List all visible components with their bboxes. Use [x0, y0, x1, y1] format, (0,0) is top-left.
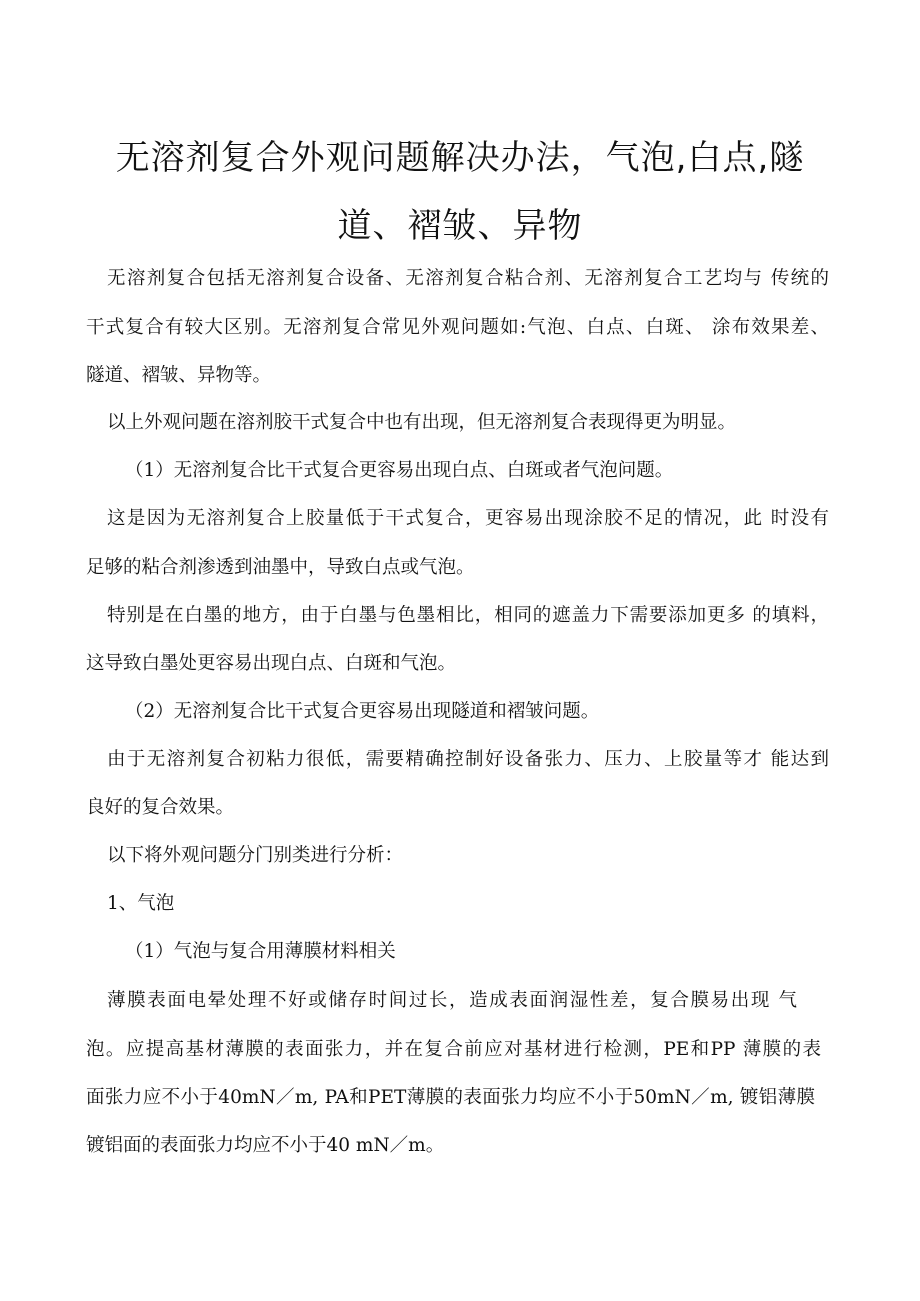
document-title-line-2: 道、褶皱、异物: [337, 206, 583, 246]
paragraph-6: 以下将外观问题分门别类进行分析：: [107, 845, 404, 866]
point-2-heading: （2）无溶剂复合比干式复合更容易出现隧道和褶皱问题。: [125, 701, 600, 722]
paragraph-7-line-3: 面张力应不小于40mN／m, PA和PET薄膜的表面张力均应不小于50mN／m, 镀铝薄膜: [86, 1087, 815, 1108]
document-title-line-1: 无溶剂复合外观问题解决办法，气泡,白点,隧: [115, 138, 805, 178]
paragraph-7-line-2: 泡。应提高基材薄膜的表面张力，并在复合前应对基材进行检测，PE和PP 薄膜的表: [86, 1039, 821, 1060]
paragraph-1-line-1: 无溶剂复合包括无溶剂复合设备、无溶剂复合粘合剂、无溶剂复合工艺均与 传统的: [107, 268, 829, 289]
paragraph-3-line-2: 足够的粘合剂渗透到油墨中，导致白点或气泡。: [86, 557, 475, 578]
paragraph-7-line-4: 镀铝面的表面张力均应不小于40 mN／m。: [86, 1135, 445, 1156]
paragraph-7-line-1: 薄膜表面电晕处理不好或储存时间过长，造成表面润湿性差，复合膜易出现 气: [107, 990, 797, 1011]
paragraph-1-line-3: 隧道、褶皱、异物等。: [86, 365, 272, 386]
paragraph-4-line-1: 特别是在白墨的地方，由于白墨与色墨相比，相同的遮盖力下需要添加更多 的填料，: [107, 605, 829, 626]
paragraph-1-line-2: 干式复合有较大区别。无溶剂复合常见外观问题如:气泡、白点、白斑、 涂布效果差、: [86, 317, 829, 338]
paragraph-4-line-2: 这导致白墨处更容易出现白点、白斑和气泡。: [86, 653, 457, 674]
point-1-heading: （1）无溶剂复合比干式复合更容易出现白点、白斑或者气泡问题。: [125, 460, 674, 481]
paragraph-5-line-1: 由于无溶剂复合初粘力很低，需要精确控制好设备张力、压力、上胶量等才 能达到: [107, 749, 829, 770]
subsection-1-heading: （1）气泡与复合用薄膜材料相关: [125, 941, 396, 962]
paragraph-5-line-2: 良好的复合效果。: [86, 797, 235, 818]
paragraph-3-line-1: 这是因为无溶剂复合上胶量低于干式复合，更容易出现涂胶不足的情况，此 时没有: [107, 508, 829, 529]
section-1-heading: 1、气泡: [107, 893, 175, 914]
paragraph-2: 以上外观问题在溶剂胶干式复合中也有出现，但无溶剂复合表现得更为明显。: [107, 412, 737, 433]
